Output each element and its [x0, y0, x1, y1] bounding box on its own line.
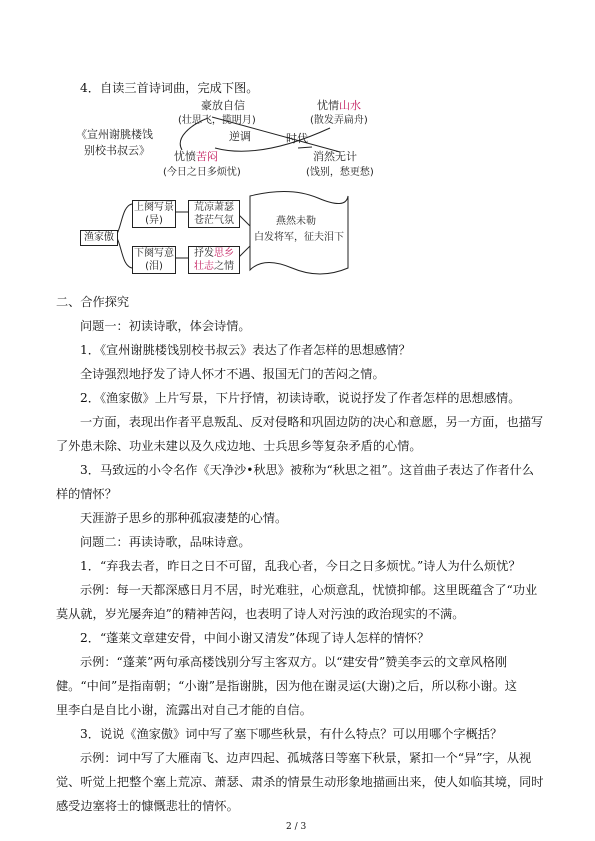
answer-4-line-2: 莫从就，岁光屡奔迫”的精神苦闷，也表明了诗人对污浊的政治现实的不满。 — [56, 607, 465, 621]
question-6: 3．说说《渔家傲》词中写了塞下哪些秋景，有什么特点？可以用哪个字概括？ — [80, 727, 503, 741]
answer-5-line-2: 健。“中间”是指南朝；“小谢”是指谢朓，因为他在谢灵运(大谢)之后，所以称小谢。这 — [56, 679, 517, 693]
d1-top-node-1: 豪放自信 — [201, 99, 245, 112]
d1-center-right: 时代 — [286, 132, 308, 145]
page-number: 2 / 3 — [286, 822, 307, 832]
answer-1: 全诗强烈地抒发了诗人怀才不遇、报国无门的苦闷之情。 — [80, 367, 385, 381]
answer-5-line-3: 里李白是自比小谢，流露出对自己才能的自信。 — [56, 703, 312, 717]
question-1: 1．《宣州谢朓楼饯别校书叔云》表达了作者怎样的思想感情？ — [80, 343, 411, 357]
d2-upper-box — [132, 200, 176, 228]
d1-top-node-2: (壮思飞，揽明月) — [178, 115, 256, 126]
question-3-line-2: 样的情怀？ — [56, 487, 117, 501]
d2-mid-bottom-2: 壮志之情 — [194, 261, 234, 272]
question-3-line-1: 3．马致远的小令名作《天净沙•秋思》被称为“秋思之祖”。这首曲子表达了作者什么 — [80, 463, 534, 477]
answer-2-line-2: 了外患未除、功业未建以及久戍边地、士兵思乡等复杂矛盾的心情。 — [56, 439, 422, 453]
d2-mid-bottom-1: 抒发思乡 — [194, 248, 234, 259]
d1-bottom-node-1: 忧愤苦闷 — [174, 150, 218, 163]
d2-mid-top-2: 苍茫气氛 — [194, 215, 234, 226]
question-group-2: 问题二：再读诗歌，品味诗意。 — [80, 535, 251, 549]
d1-bottom-node-2: (今日之日多烦忧) — [163, 167, 241, 178]
question-group-1: 问题一：初读诗歌，体会诗情。 — [80, 319, 251, 333]
d2-flag-line2: 白发将军，征夫泪下 — [254, 232, 344, 243]
d1-right-top-2: (散发弄扁舟) — [310, 115, 368, 126]
diagram-2-lines — [0, 0, 595, 300]
d2-upper-box-1: 上阕写景 — [134, 202, 174, 213]
question-5: 2．“蓬莱文章建安骨，中间小谢又清发”体现了诗人怎样的情怀？ — [80, 631, 430, 645]
d1-left-label-1: 《宣州谢朓楼饯 — [76, 128, 153, 141]
d2-mid-top-box — [188, 200, 240, 228]
d1-right-bottom-2: (饯别，愁更愁) — [306, 167, 374, 178]
d2-lower-box-2: (泪) — [145, 261, 163, 272]
section-heading: 二、合作探究 — [56, 295, 130, 309]
d1-center-left: 逆调 — [229, 130, 251, 143]
answer-6-line-3: 感受边塞将士的慷慨悲壮的情怀。 — [56, 799, 239, 813]
answer-6-line-1: 示例：词中写了大雁南飞、边声四起、孤城落日等塞下秋景，紧扣一个“异”字，从视 — [80, 751, 532, 765]
answer-5-line-1: 示例：“蓬莱”两句承高楼饯别分写主客双方。以“建安骨”赞美李云的文章风格刚 — [80, 655, 508, 669]
task4-title: 4．自读三首诗词曲，完成下图。 — [80, 81, 259, 95]
d2-upper-box-2: (异) — [145, 215, 163, 226]
question-2: 2．《渔家傲》上片写景，下片抒情，初读诗歌，说说抒发了作者怎样的思想感情。 — [80, 391, 521, 405]
answer-4-line-1: 示例：每一天都深感日月不居，时光难驻，心烦意乱，忧愤抑郁。这里既蕴含了“功业 — [80, 583, 538, 597]
answer-3: 天涯游子思乡的那种孤寂凄楚的心情。 — [80, 511, 288, 525]
d2-flag-line1: 燕然未勒 — [276, 216, 316, 227]
d2-lower-box-1: 下阕写意 — [134, 248, 174, 259]
answer-2-line-1: 一方面，表现出作者平息叛乱、反对侵略和巩固边防的决心和意愿，另一方面，也描写 — [80, 415, 544, 429]
d1-right-bottom-1: 消然无计 — [313, 150, 357, 163]
d2-mid-bottom-box — [188, 246, 240, 274]
d2-lower-box — [132, 246, 176, 274]
d2-mid-top-1: 荒凉萧瑟 — [194, 202, 234, 213]
d2-poem-label: 渔家傲 — [80, 230, 118, 246]
brace — [116, 204, 132, 268]
d1-left-label-2: 别校书叔云》 — [84, 144, 150, 157]
d1-right-top-1: 忧情山水 — [317, 99, 361, 112]
question-4: 1．“弃我去者，昨日之日不可留，乱我心者，今日之日多烦忧。”诗人为什么烦忧？ — [80, 559, 521, 573]
answer-6-line-2: 觉、听觉上把整个塞上荒凉、萧瑟、肃杀的情景生动形象地描画出来，使人如临其境，同时 — [56, 775, 544, 789]
